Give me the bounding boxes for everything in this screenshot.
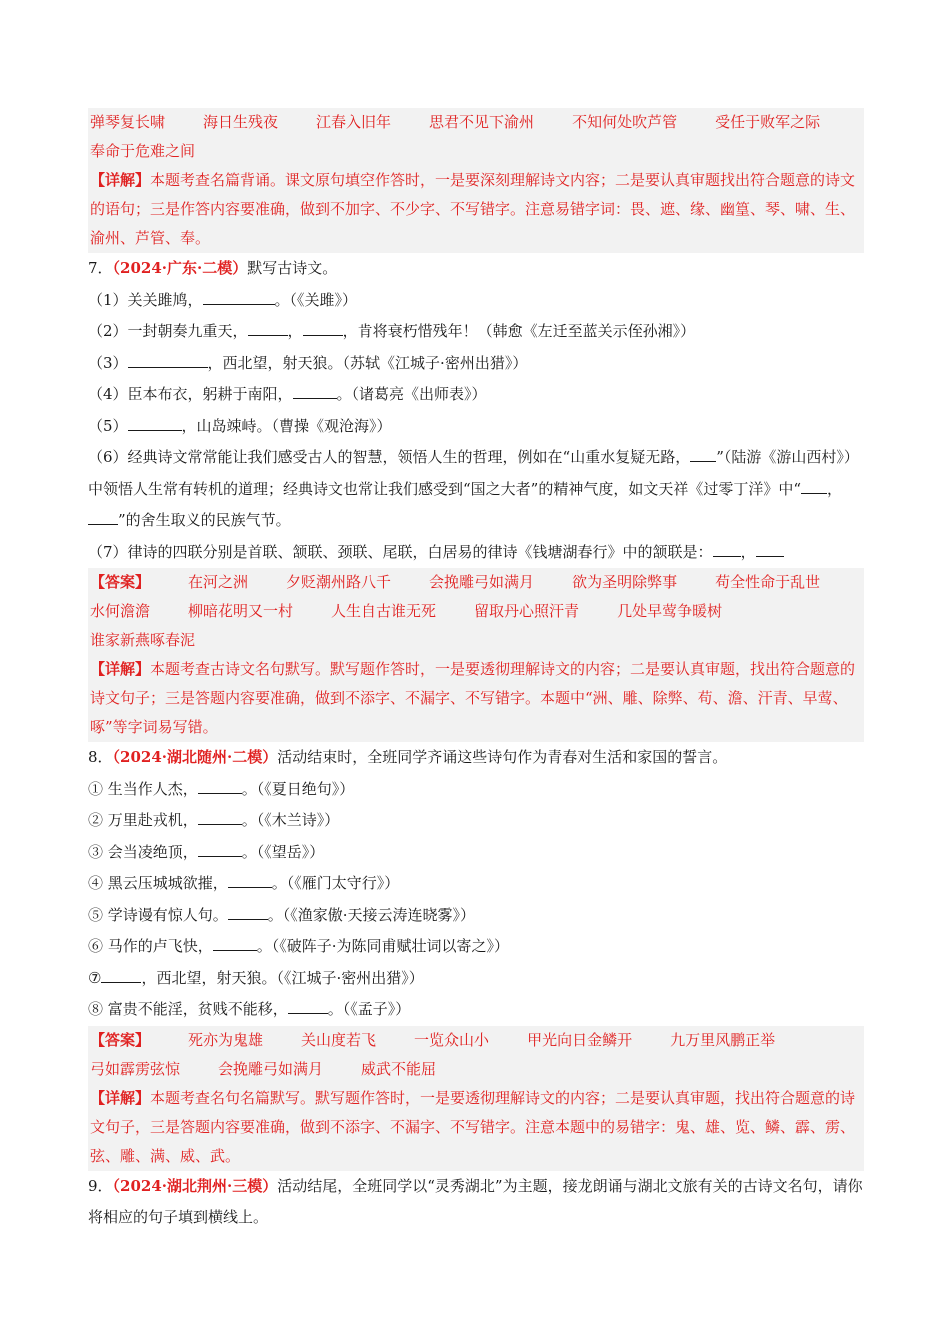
answer-item: 九万里风鹏正举	[670, 1030, 776, 1049]
item-text: （5）	[88, 416, 128, 435]
answer-block-q6	[88, 108, 864, 253]
q7-item-7	[88, 537, 864, 569]
fill-blank[interactable]	[801, 477, 827, 494]
fill-blank[interactable]	[198, 808, 242, 825]
answer-item: 会挽雕弓如满月	[429, 573, 535, 591]
item-text: ④ 黑云压城城欲摧，	[88, 874, 228, 892]
answer-item: 在河之洲	[188, 573, 249, 591]
detail-text: 本题考查古诗文名句默写。默写题作答时，一是要透彻理解诗文的内容；二是要认真审题，找出符合题意的诗文句子；三是答题内容要准确，做到不添字、不漏字、不写错字。本题中“洲、雕、除弊、苟、澹、汗青、早莺、啄”等字词易写错。	[90, 660, 856, 736]
question-8-header	[88, 742, 864, 774]
fill-blank[interactable]	[198, 777, 242, 794]
fill-blank[interactable]	[228, 903, 268, 920]
answer-item: 关山度若飞	[301, 1030, 377, 1049]
exam-page	[88, 108, 864, 1234]
fill-blank[interactable]	[88, 508, 118, 525]
item-text: 。（《孟子》）	[327, 1000, 411, 1018]
q8-item-7	[88, 963, 864, 995]
item-text: ，西北望，射天狼。（苏轼《江城子·密州出猎》）	[207, 353, 528, 372]
q8-item-6	[88, 931, 864, 963]
question-9-header	[88, 1171, 864, 1234]
item-text: 。（《破阵子·为陈同甫赋壮词以寄之》）	[256, 937, 510, 955]
fill-blank[interactable]	[248, 319, 288, 336]
item-text: ② 万里赴戎机，	[88, 811, 198, 829]
fill-blank[interactable]	[713, 540, 741, 557]
item-text: ① 生当作人杰，	[88, 779, 198, 798]
q7-item-1	[88, 285, 864, 317]
answer-label: 【答案】	[90, 573, 151, 591]
answer-item: 海日生残夜	[203, 113, 279, 131]
item-text: ⑦	[88, 968, 102, 987]
fill-blank[interactable]	[690, 445, 716, 462]
answer-item: 奉命于危难之间	[90, 142, 196, 160]
answer-item: 人生自古谁无死	[331, 602, 437, 620]
question-source: （2024·广东·二模）	[112, 259, 248, 277]
detail-label: 【详解】	[90, 660, 151, 678]
item-text: 。（《渔家傲·天接云涛连晓雾》）	[267, 905, 476, 924]
answer-item: 几处早莺争暖树	[617, 602, 723, 620]
item-text: 。（《木兰诗》）	[241, 811, 340, 829]
question-7-header	[88, 253, 864, 285]
item-text: ”的舍生取义的民族气节。	[118, 511, 291, 529]
detail-label: 【详解】	[90, 171, 151, 189]
item-text: ，	[740, 542, 756, 561]
question-stem: 活动结束时，全班同学齐诵这些诗句作为青春对生活和家国的誓言。	[277, 748, 728, 766]
q7-item-6	[88, 442, 864, 537]
answer-item: 受任于败军之际	[715, 113, 821, 131]
question-source: （2024·湖北随州·二模）	[112, 748, 278, 766]
fill-blank[interactable]	[303, 319, 343, 336]
question-number: 7．	[88, 259, 113, 277]
detail-paragraph	[90, 166, 862, 253]
question-number: 9．	[88, 1176, 113, 1195]
fill-blank[interactable]	[203, 288, 275, 305]
q8-item-3	[88, 837, 864, 869]
item-text: ⑤ 学诗谩有惊人句。	[88, 905, 228, 924]
answer-item: 留取丹心照汗青	[474, 602, 580, 620]
answer-label: 【答案】	[90, 1030, 151, 1049]
fill-blank[interactable]	[198, 840, 242, 857]
item-text: 。（《夏日绝句》）	[241, 779, 355, 798]
item-text: ③ 会当凌绝顶，	[88, 842, 198, 861]
item-text: 。（《望岳》）	[241, 842, 325, 861]
answer-item: 谁家新燕啄春泥	[90, 631, 196, 649]
item-text: （2）一封朝奏九重天，	[88, 322, 248, 340]
fill-blank[interactable]	[101, 966, 141, 983]
question-stem: 活动结尾，全班同学以“灵秀湖北”为主题，接龙朗诵与湖北文旅有关的古诗文名句，请你将相应的句子填到横线上。	[88, 1176, 863, 1226]
item-text: （4）臣本布衣，躬耕于南阳，	[88, 385, 293, 403]
item-text: （6）经典诗文常常能让我们感受古人的智慧，领悟人生的哲理，例如在“山重水复疑无路，	[88, 448, 691, 466]
question-source: （2024·湖北荆州·三模）	[112, 1176, 278, 1195]
answer-item: 死亦为鬼雄	[188, 1030, 264, 1049]
item-text: 。（诸葛亮《出师表》）	[336, 385, 487, 403]
question-number: 8．	[88, 748, 113, 766]
answer-list	[90, 1026, 862, 1084]
q8-item-2	[88, 805, 864, 837]
item-text: 。（《关雎》）	[274, 290, 358, 309]
item-text: ，	[287, 322, 303, 340]
answer-block-q8	[88, 1026, 864, 1171]
item-text: ”（陆游《游山西村》）中领悟人生常有转机的道理；经典诗文也常让我们感受到“国之大者”的精神气度，如文天祥《过零丁洋》中“	[88, 448, 859, 498]
item-text: （3）	[88, 353, 128, 372]
q7-item-2	[88, 316, 864, 348]
item-text: ，肯将衰朽惜残年！（韩愈《左迁至蓝关示侄孙湘》）	[342, 322, 696, 340]
fill-blank[interactable]	[128, 414, 182, 431]
answer-list	[90, 568, 862, 655]
answer-item: 欲为圣明除弊事	[572, 573, 678, 591]
answer-item: 苟全性命于乱世	[715, 573, 821, 591]
fill-blank[interactable]	[128, 351, 208, 368]
answer-block-q7	[88, 568, 864, 742]
fill-blank[interactable]	[288, 997, 328, 1014]
fill-blank[interactable]	[756, 540, 784, 557]
fill-blank[interactable]	[228, 871, 272, 888]
fill-blank[interactable]	[213, 934, 257, 951]
item-text: ⑧ 富贵不能淫，贫贱不能移，	[88, 1000, 288, 1018]
answer-item: 会挽雕弓如满月	[218, 1059, 324, 1078]
q8-item-4	[88, 868, 864, 900]
answer-item: 弓如霹雳弦惊	[90, 1059, 181, 1078]
item-text: （7）律诗的四联分别是首联、颔联、颈联、尾联，白居易的律诗《钱塘湖春行》中的颔联是：	[88, 542, 713, 561]
detail-text: 本题考查名篇背诵。课文原句填空作答时，一是要深刻理解诗文内容；二是要认真审题找出符合题意的诗文的语句；三是作答内容要准确，做到不加字、不少字、不写错字。注意易错字词：畏、遮、缘、幽篁、琴、啸、生、渝州、芦管、奉。	[90, 171, 856, 247]
q8-item-1	[88, 774, 864, 806]
answer-item: 弹琴复长啸	[90, 113, 166, 131]
answer-item: 江春入旧年	[316, 113, 392, 131]
answer-item: 夕贬潮州路八千	[286, 573, 392, 591]
answer-item: 威武不能屈	[361, 1059, 437, 1078]
q8-item-8	[88, 994, 864, 1026]
q8-item-5	[88, 900, 864, 932]
q7-item-3	[88, 348, 864, 380]
item-text: 。（《雁门太守行》）	[271, 874, 400, 892]
answer-item: 不知何处吹芦管	[572, 113, 678, 131]
answer-list	[90, 108, 862, 166]
item-text: ⑥ 马作的卢飞快，	[88, 937, 213, 955]
detail-paragraph	[90, 655, 862, 742]
answer-item: 一览众山小	[414, 1030, 490, 1049]
question-stem: 默写古诗文。	[247, 259, 338, 277]
q7-item-5	[88, 411, 864, 443]
answer-item: 柳暗花明又一村	[188, 602, 294, 620]
item-text: ，	[827, 479, 843, 498]
detail-label: 【详解】	[90, 1088, 151, 1107]
answer-item: 甲光向日金鳞开	[527, 1030, 633, 1049]
q7-item-4	[88, 379, 864, 411]
item-text: ，西北望，射天狼。（《江城子·密州出猎》）	[141, 968, 424, 987]
detail-text: 本题考查名句名篇默写。默写题作答时，一是要透彻理解诗文的内容；二是要认真审题，找出符合题意的诗文句子，三是答题内容要准确，做到不添字、不漏字、不写错字。注意本题中的易错字：鬼、雄、览、鳞、霹、雳、弦、雕、满、威、武。	[90, 1088, 856, 1165]
detail-paragraph	[90, 1084, 862, 1171]
answer-item: 水何澹澹	[90, 602, 151, 620]
answer-item: 思君不见下渝州	[429, 113, 535, 131]
item-text: （1）关关雎鸠，	[88, 290, 203, 309]
item-text: ，山岛竦峙。（曹操《观沧海》）	[181, 416, 392, 435]
fill-blank[interactable]	[293, 382, 337, 399]
